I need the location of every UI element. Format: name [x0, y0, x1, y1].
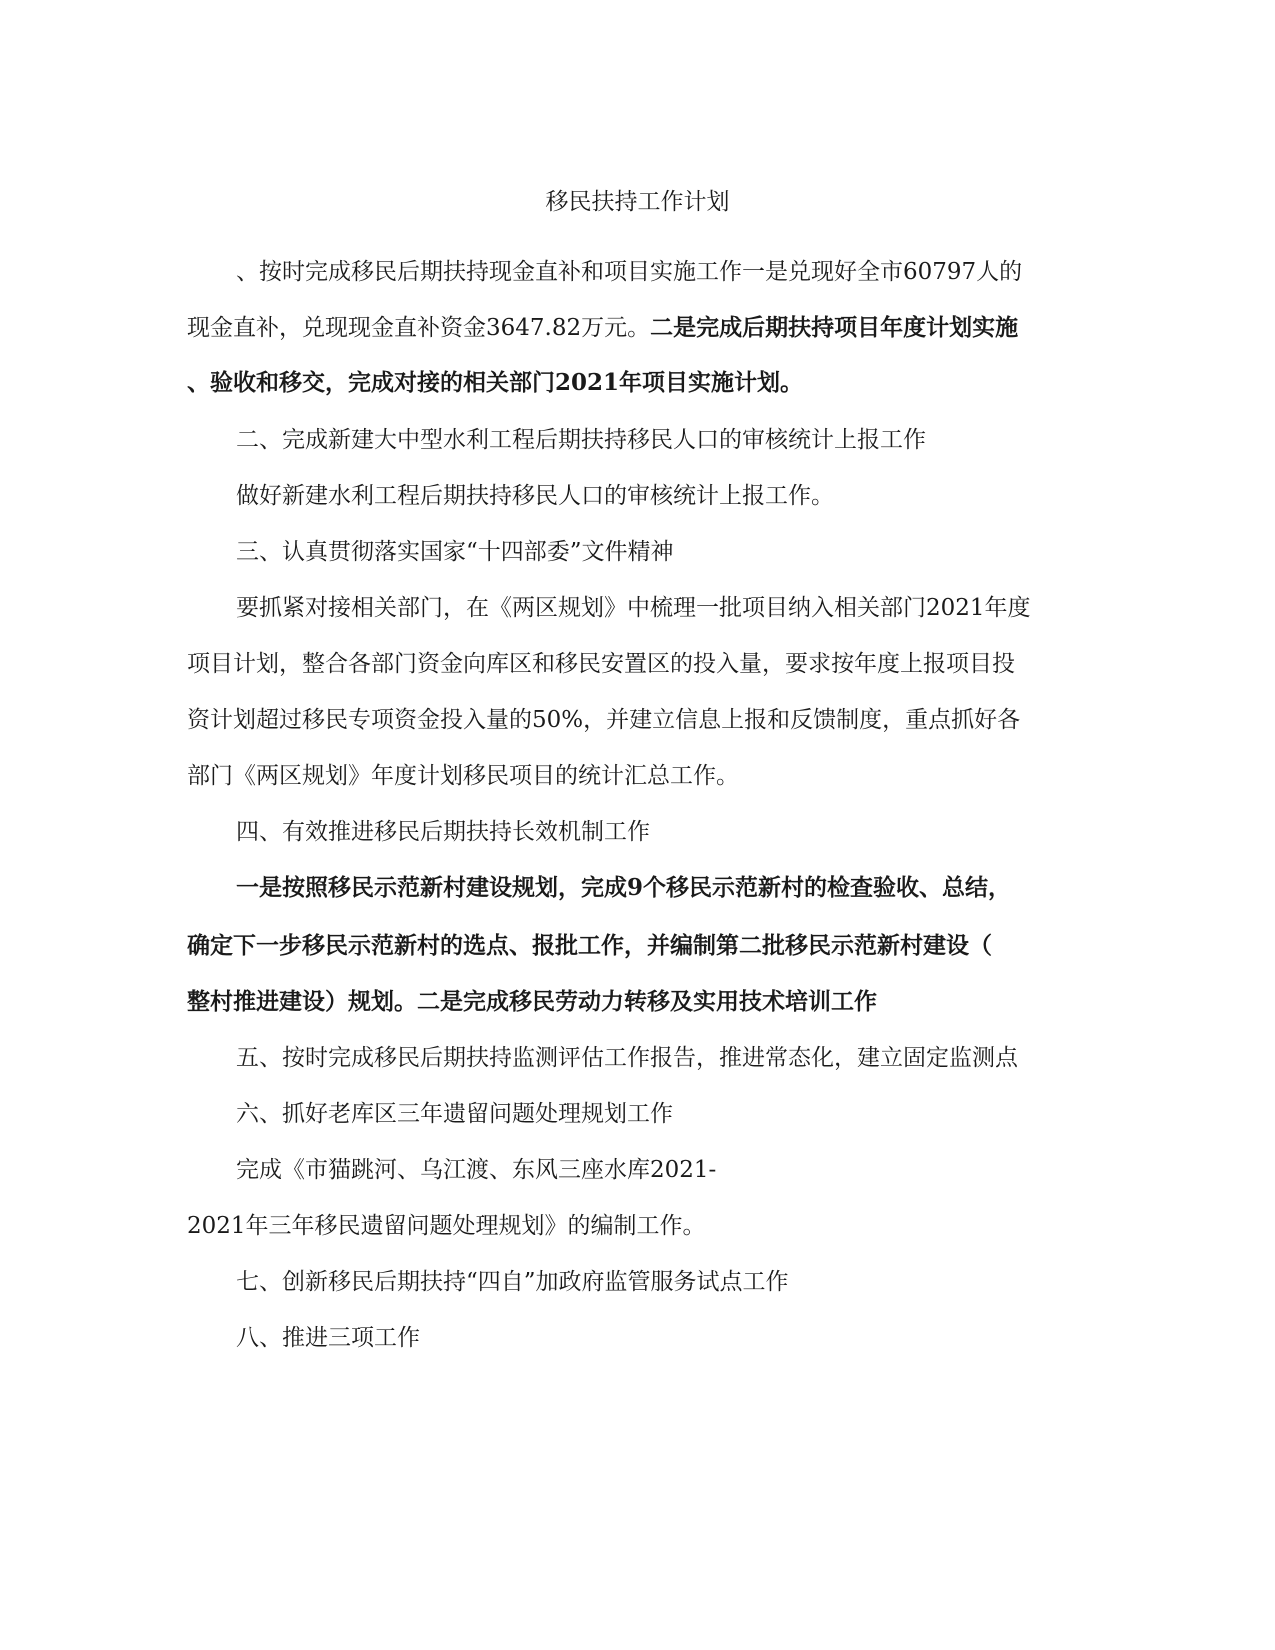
section-8-heading: 八、推进三项工作	[236, 1325, 420, 1351]
section-6-line-2: 2021年三年移民遗留问题处理规划》的编制工作。	[187, 1213, 706, 1239]
section-3-line-2: 项目计划，整合各部门资金向库区和移民安置区的投入量，要求按年度上报项目投	[187, 651, 1015, 677]
document-title: 移民扶持工作计划	[545, 189, 730, 215]
section-3-heading: 三、认真贯彻落实国家“十四部委”文件精神	[236, 539, 674, 565]
section-2-heading: 二、完成新建大中型水利工程后期扶持移民人口的审核统计上报工作	[236, 427, 926, 453]
section-3-line-1: 要抓紧对接相关部门，在《两区规划》中梳理一批项目纳入相关部门2021年度	[236, 595, 1031, 621]
section-1-line-2-part-1: 现金直补，兑现现金直补资金3647.82万元。	[187, 315, 651, 341]
section-6-heading: 六、抓好老库区三年遗留问题处理规划工作	[236, 1101, 673, 1127]
section-1-line-2-part-2: 二是完成后期扶持项目年度计划实施	[650, 314, 1019, 341]
section-1-line-3: 、验收和移交，完成对接的相关部门2021年项目实施计划。	[187, 369, 804, 396]
section-3-line-4: 部门《两区规划》年度计划移民项目的统计汇总工作。	[187, 763, 739, 789]
section-4-line-2: 确定下一步移民示范新村的选点、报批工作，并编制第二批移民示范新村建设（	[187, 932, 992, 959]
section-4-heading: 四、有效推进移民后期扶持长效机制工作	[236, 819, 650, 845]
section-1-line-1: 、按时完成移民后期扶持现金直补和项目实施工作一是兑现好全市60797人的	[236, 259, 1023, 285]
section-3-line-3: 资计划超过移民专项资金投入量的50%，并建立信息上报和反馈制度，重点抓好各	[187, 707, 1021, 733]
section-6-line-1: 完成《市猫跳河、乌江渡、东风三座水库2021-	[236, 1157, 717, 1183]
section-4-line-3: 整村推进建设）规划。二是完成移民劳动力转移及实用技术培训工作	[187, 988, 877, 1015]
section-5-heading: 五、按时完成移民后期扶持监测评估工作报告，推进常态化，建立固定监测点	[236, 1045, 1018, 1071]
section-4-line-1: 一是按照移民示范新村建设规划，完成9个移民示范新村的检查验收、总结，	[236, 874, 1012, 901]
section-7-heading: 七、创新移民后期扶持“四自”加政府监管服务试点工作	[236, 1269, 789, 1295]
section-1-line-2	[187, 312, 1018, 344]
section-2-line-1: 做好新建水利工程后期扶持移民人口的审核统计上报工作。	[236, 483, 834, 509]
